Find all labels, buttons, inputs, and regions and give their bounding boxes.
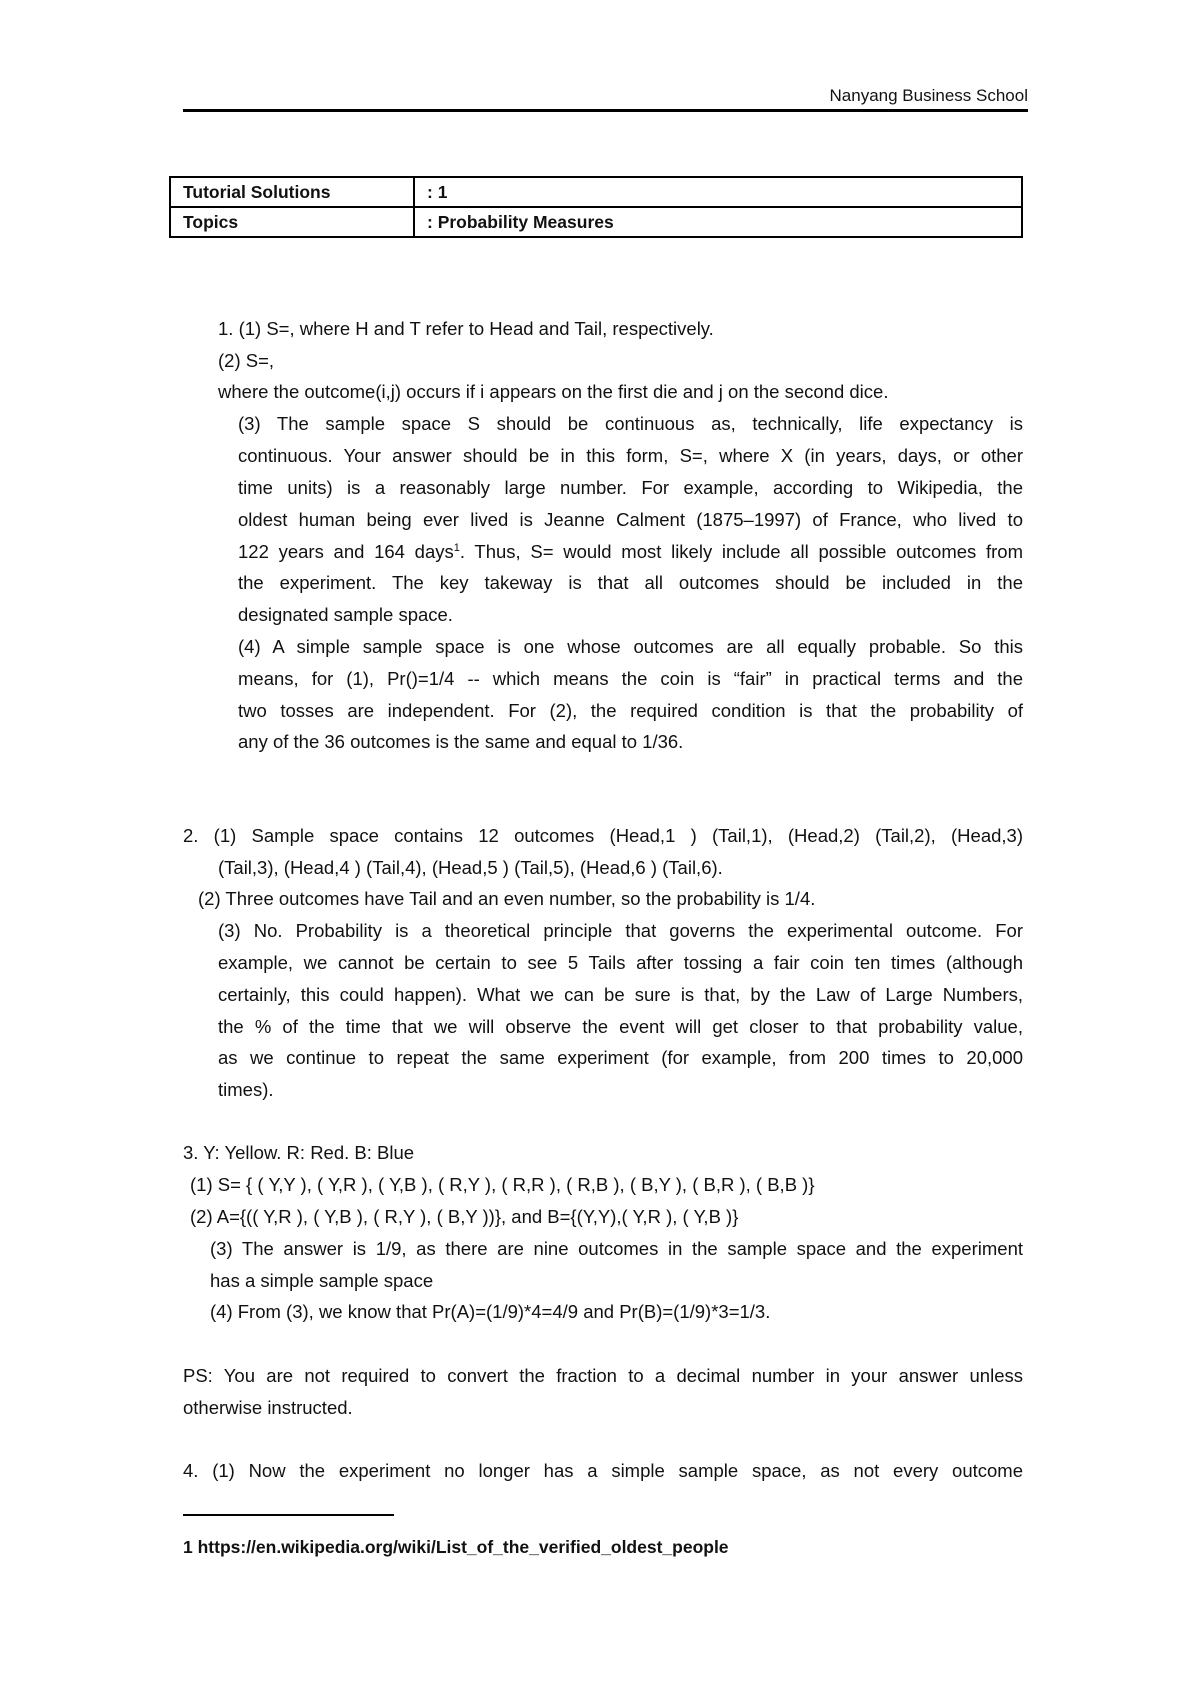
footnote-rule	[183, 1514, 394, 1516]
q2-line-6: certainly, this could happen). What we can be sure is that, by the Law of Large Numbers,	[218, 984, 1023, 1005]
topics-value: : Probability Measures	[414, 207, 1022, 237]
q2-line-2: (Tail,3), (Head,4 ) (Tail,4), (Head,5 ) (Tail,5), (Head,6 ) (Tail,6).	[218, 857, 723, 878]
q1-line-11: (4) A simple sample space is one whose outcomes are all equally probable. So this	[238, 636, 1023, 657]
q1-line-3: where the outcome(i,j) occurs if i appears on the first die and j on the second dice.	[218, 381, 889, 402]
ps-line-1: PS: You are not required to convert the fraction to a decimal number in your answer unless	[183, 1365, 1023, 1386]
q2-line-3: (2) Three outcomes have Tail and an even number, so the probability is 1/4.	[198, 888, 816, 909]
q1-line-5: continuous. Your answer should be in this form, S=, where X (in years, days, or other	[238, 445, 1023, 466]
tutorial-key: Tutorial Solutions	[170, 177, 414, 207]
q1-line-13: two tosses are independent. For (2), the required condition is that the probability of	[238, 700, 1023, 721]
footnote-link[interactable]: 1 https://en.wikipedia.org/wiki/List_of_the_verified_oldest_people	[183, 1537, 729, 1557]
q1-line-2: (2) S=,	[218, 350, 275, 371]
q1-line-4: (3) The sample space S should be continuous as, technically, life expectancy is	[238, 413, 1023, 434]
q1-line-8-text: 122 years and 164 days	[238, 541, 454, 562]
q1-line-8-text-cont: . Thus, S= would most likely include all possible outcomes from	[459, 541, 1023, 562]
q1-line-6: time units) is a reasonably large number. For example, according to Wikipedia, the	[238, 477, 1023, 498]
q2-line-4: (3) No. Probability is a theoretical principle that governs the experimental outcome. For	[218, 920, 1023, 941]
q1-line-10: designated sample space.	[238, 604, 453, 625]
header-rule	[183, 109, 1028, 112]
q3-line-3: (2) A={(( Y,R ), ( Y,B ), ( R,Y ), ( B,Y ))}, and B={(Y,Y),( Y,R ), ( Y,B )}	[190, 1206, 739, 1227]
ps-line-2: otherwise instructed.	[183, 1397, 353, 1418]
q3-line-5: has a simple sample space	[210, 1270, 434, 1291]
q2-line-1: 2. (1) Sample space contains 12 outcomes (Head,1 ) (Tail,1), (Head,2) (Tail,2), (Head,3)	[183, 825, 1023, 846]
table-row	[170, 207, 1022, 237]
q4-line-1: 4. (1) Now the experiment no longer has a simple sample space, as not every outcome	[183, 1460, 1023, 1481]
q1-line-1: 1. (1) S=, where H and T refer to Head and Tail, respectively.	[218, 318, 714, 339]
q3-line-4: (3) The answer is 1/9, as there are nine outcomes in the sample space and the experiment	[210, 1238, 1023, 1259]
q3-line-6: (4) From (3), we know that Pr(A)=(1/9)*4=4/9 and Pr(B)=(1/9)*3=1/3.	[210, 1301, 771, 1322]
q2-line-5: example, we cannot be certain to see 5 Tails after tossing a fair coin ten times (although	[218, 952, 1023, 973]
q2-line-7: the % of the time that we will observe the event will get closer to that probability value,	[218, 1016, 1023, 1037]
q1-line-12: means, for (1), Pr()=1/4 -- which means the coin is “fair” in practical terms and the	[238, 668, 1023, 689]
tutorial-info-table	[169, 176, 1023, 238]
q1-line-8	[238, 540, 1023, 564]
table-row	[170, 177, 1022, 207]
q2-line-9: times).	[218, 1079, 274, 1100]
header-org: Nanyang Business School	[829, 86, 1028, 105]
footnote-ref: 1	[453, 541, 460, 554]
q2-line-8: as we continue to repeat the same experiment (for example, from 200 times to 20,000	[218, 1047, 1023, 1068]
tutorial-value: : 1	[414, 177, 1022, 207]
q1-line-9: the experiment. The key takeway is that all outcomes should be included in the	[238, 572, 1023, 593]
q1-line-14: any of the 36 outcomes is the same and equal to 1/36.	[238, 731, 684, 752]
q3-line-1: 3. Y: Yellow. R: Red. B: Blue	[183, 1142, 415, 1163]
q3-line-2: (1) S= { ( Y,Y ), ( Y,R ), ( Y,B ), ( R,Y ), ( R,R ), ( R,B ), ( B,Y ), ( B,R ), ( B,B )}	[190, 1174, 815, 1195]
q1-line-7: oldest human being ever lived is Jeanne Calment (1875–1997) of France, who lived to	[238, 509, 1023, 530]
topics-key: Topics	[170, 207, 414, 237]
